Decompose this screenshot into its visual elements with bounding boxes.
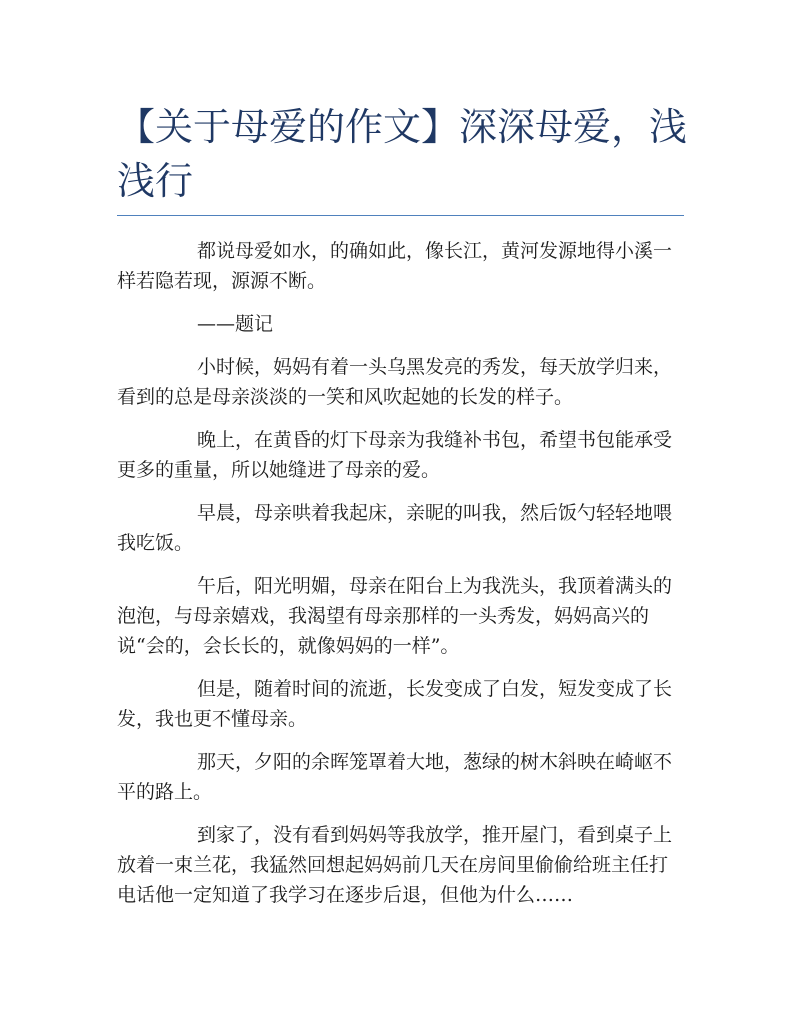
paragraph: 早晨，母亲哄着我起床，亲昵的叫我，然后饭勺轻轻地喂我吃饭。 [117,502,673,554]
document-body [117,236,677,923]
paragraph: 那天，夕阳的余晖笼罩着大地，葱绿的树木斜映在崎岖不平的路上。 [117,751,673,803]
paragraph: 午后，阳光明媚，母亲在阳台上为我洗头，我顶着满头的泡泡，与母亲嬉戏，我渴望有母亲那样的一头秀发，妈妈高兴的说“会的，会长长的，就像妈妈的一样”。 [117,575,673,657]
document-title: 【关于母爱的作文】深深母爱，浅浅行 [117,105,688,203]
paragraph: 晚上，在黄昏的灯下母亲为我缝补书包，希望书包能承受更多的重量，所以她缝进了母亲的爱。 [117,429,673,481]
paragraph-intro: 都说母爱如水，的确如此，像长江，黄河发源地得小溪一样若隐若现，源源不断。 [117,240,673,292]
paragraph: 小时候，妈妈有着一头乌黑发亮的秀发，每天放学归来，看到的总是母亲淡淡的一笑和风吹起她的长发的样子。 [117,356,673,408]
paragraph-epigraph-note: ——题记 [197,313,274,335]
title-underline-divider [117,215,684,216]
paragraph: 但是，随着时间的流逝，长发变成了白发，短发变成了长发，我也更不懂母亲。 [117,678,673,730]
paragraph: 到家了，没有看到妈妈等我放学，推开屋门，看到桌子上放着一束兰花，我猛然回想起妈妈前几天在房间里偷偷给班主任打电话他一定知道了我学习在逐步后退，但他为什么…… [117,824,673,906]
